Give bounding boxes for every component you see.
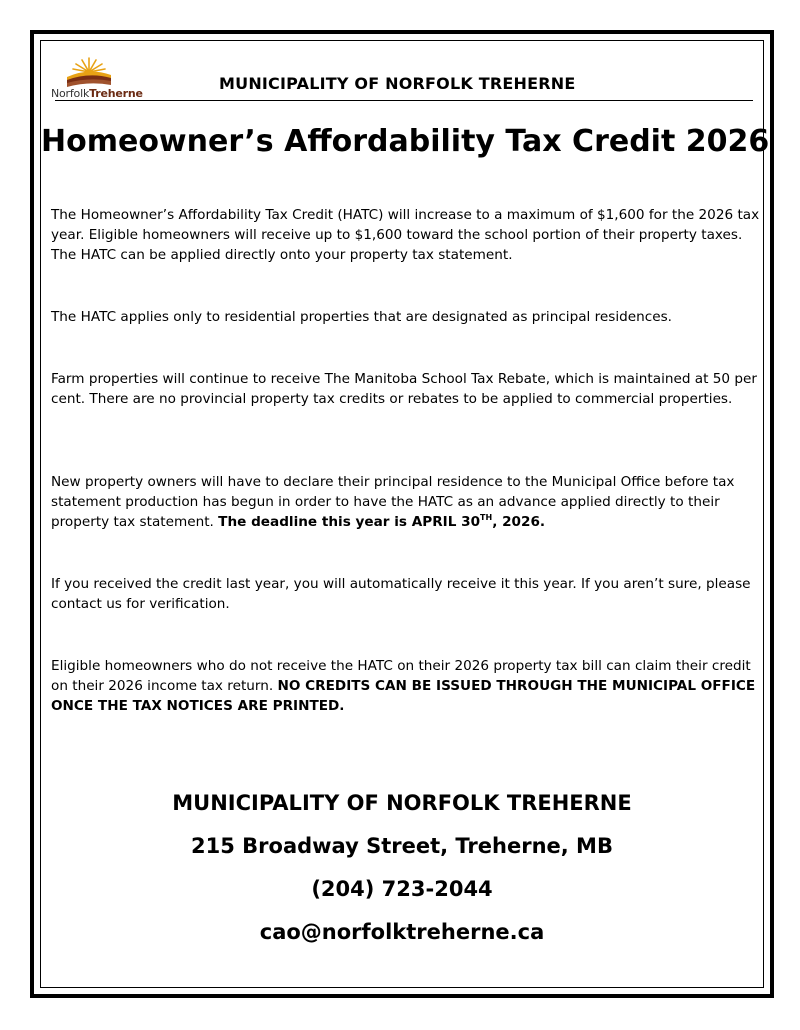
paragraph-hatc-increase: The Homeowner’s Affordability Tax Credit (HATC) will increase to a maximum of $1,600 for the 2026 tax year. Eligible homeowners will receive up to $1,600 toward the school portion of their property taxes. The HATC can be applied directly onto your property tax statement. <box>51 207 760 263</box>
page-title: Homeowner’s Affordability Tax Credit 2026 <box>41 124 770 159</box>
paragraph-income-tax-claim <box>51 656 761 716</box>
norfolk-treherne-logo <box>51 57 143 103</box>
paragraph-principal-residence: The HATC applies only to residential properties that are designated as principal residences. <box>51 309 672 325</box>
new-owners-text: New property owners will have to declare their principal residence to the Municipal Office before tax statement production has begun in order to have the HATC as an advance applied directly to their property tax statement. <box>51 474 735 530</box>
contact-phone: (204) 723-2044 <box>311 877 493 901</box>
inner-border <box>40 40 770 988</box>
contact-name: MUNICIPALITY OF NORFOLK TREHERNE <box>172 791 632 815</box>
page-border <box>30 30 774 998</box>
header-title: MUNICIPALITY OF NORFOLK TREHERNE <box>219 74 576 93</box>
sun-fields-icon <box>65 57 113 87</box>
header-divider <box>55 100 753 101</box>
deadline-text: The deadline this year is APRIL 30TH, 2026. <box>218 513 546 530</box>
paragraph-credit-last-year: If you received the credit last year, you will automatically receive it this year. If you aren’t sure, please contact us for verification. <box>51 576 751 612</box>
income-tax-text: Eligible homeowners who do not receive the HATC on their 2026 property tax bill can claim their credit on their 2026 income tax return. <box>51 658 751 694</box>
logo-wordmark: NorfolkTreherne <box>51 87 143 100</box>
contact-email: cao@norfolktreherne.ca <box>259 920 545 944</box>
contact-address: 215 Broadway Street, Treherne, MB <box>191 834 613 858</box>
no-credits-warning: NO CREDITS CAN BE ISSUED THROUGH THE MUNICIPAL OFFICE ONCE THE TAX NOTICES ARE PRINTED. <box>51 678 756 714</box>
paragraph-farm-properties: Farm properties will continue to receive The Manitoba School Tax Rebate, which is maintained at 50 per cent. There are no provincial property tax credits or rebates to be applied to commercial properties. <box>51 371 757 407</box>
paragraph-new-owners <box>51 472 761 532</box>
